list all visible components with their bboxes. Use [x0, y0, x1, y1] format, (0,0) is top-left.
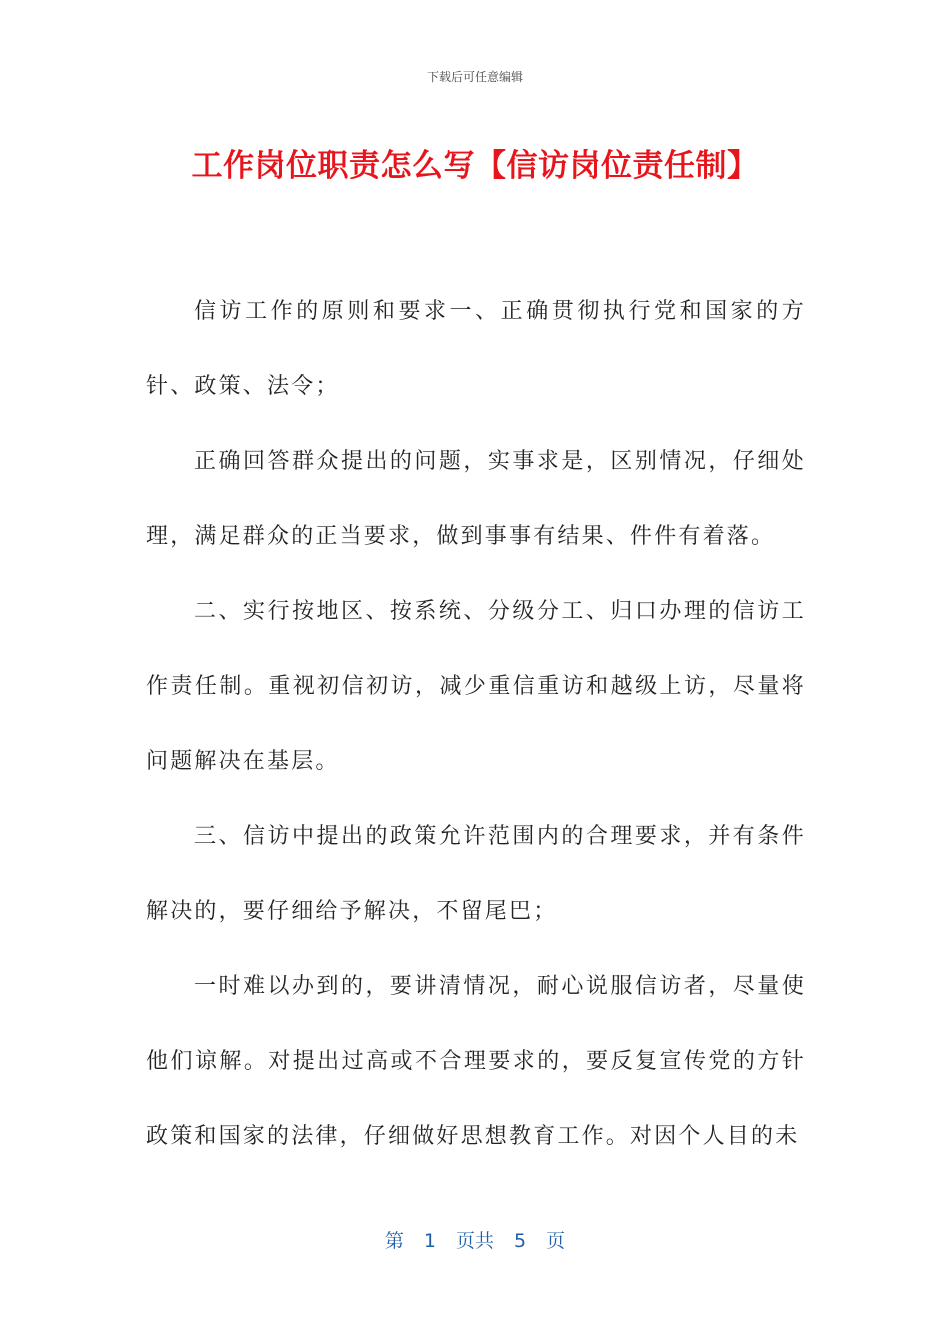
page-prefix: 第	[384, 1230, 404, 1252]
page-current-number: 1	[423, 1230, 436, 1252]
paragraph-1: 信访工作的原则和要求一、正确贯彻执行党和国家的方针、政策、法令；	[146, 299, 806, 399]
paragraph-4: 三、信访中提出的政策允许范围内的合理要求，并有条件解决的，要仔细给予解决，不留尾巴；	[146, 824, 806, 924]
page-total-number: 5	[514, 1230, 527, 1252]
page-mid-label: 页共	[455, 1230, 494, 1252]
page-footer	[0, 1226, 950, 1253]
paragraph-2: 正确回答群众提出的问题，实事求是，区别情况，仔细处理，满足群众的正当要求，做到事事有结果、件件有着落。	[146, 449, 806, 549]
paragraph-3: 二、实行按地区、按系统、分级分工、归口办理的信访工作责任制。重视初信初访，减少重信重访和越级上访，尽量将问题解决在基层。	[146, 599, 806, 774]
page-suffix: 页	[546, 1230, 566, 1252]
header-note: 下载后可任意编辑	[426, 70, 523, 84]
paragraph-5: 一时难以办到的，要讲清情况，耐心说服信访者，尽量使他们谅解。对提出过高或不合理要求的，要反复宣传党的方针政策和国家的法律，仔细做好思想教育工作。对因个人目的未	[146, 974, 806, 1149]
document-body	[146, 274, 806, 1174]
document-title: 工作岗位职责怎么写【信访岗位责任制】	[191, 148, 759, 184]
